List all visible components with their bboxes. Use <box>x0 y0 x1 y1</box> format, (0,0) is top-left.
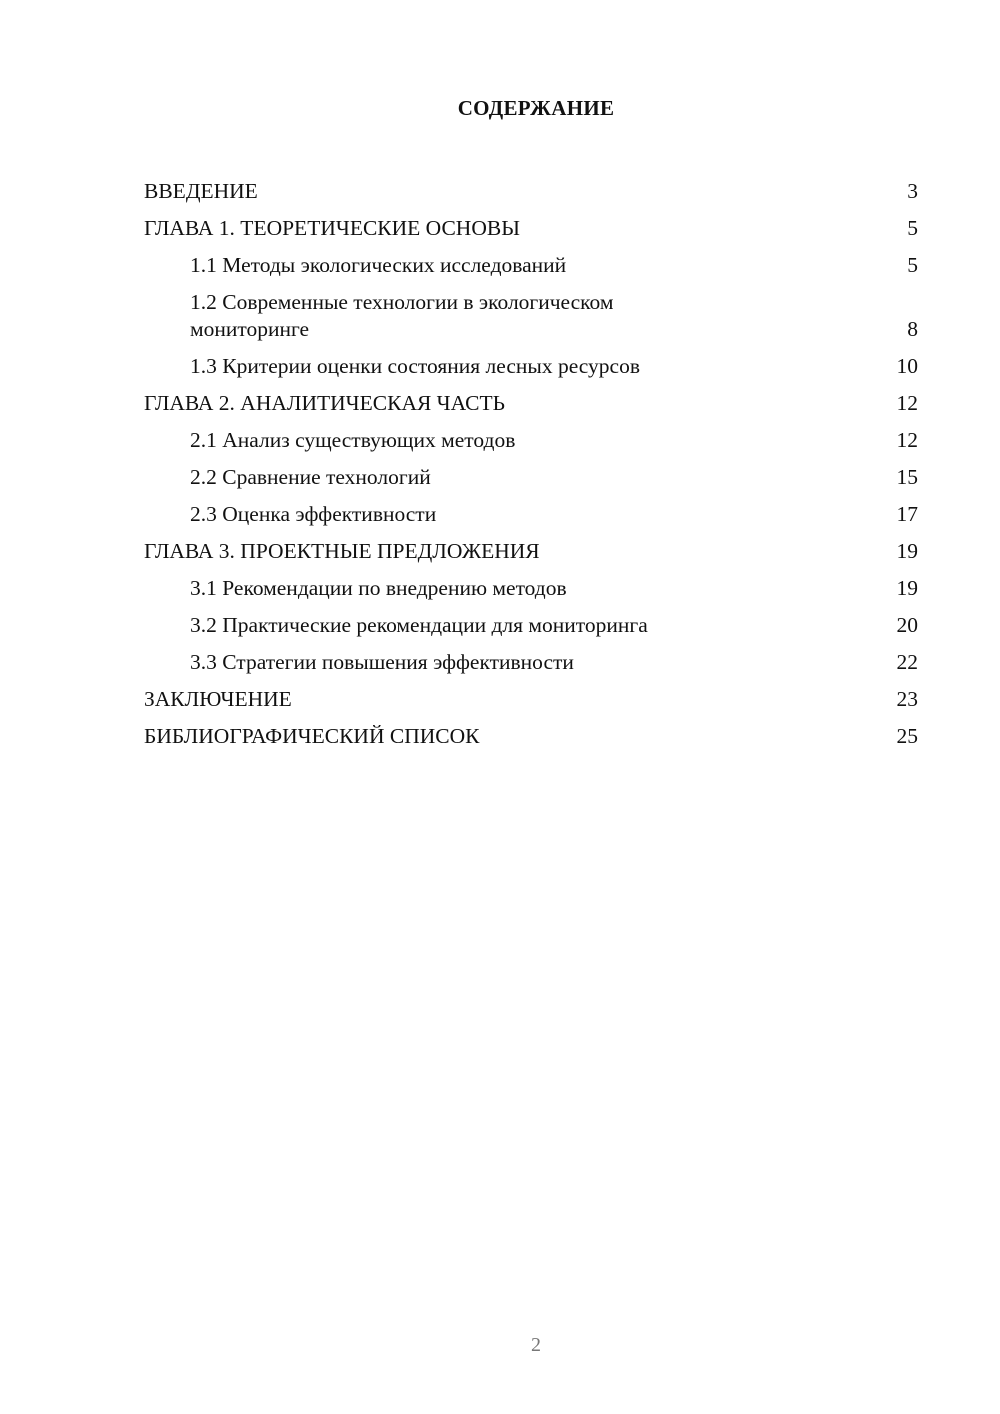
toc-entry-section-3-3 <box>144 641 918 678</box>
toc-entry-section-2-2 <box>144 456 918 493</box>
toc-entry-page: 23 <box>896 687 918 711</box>
toc-entry-label: 1.1 Методы экологических исследований <box>190 253 567 277</box>
toc-entry-label: 3.1 Рекомендации по внедрению методов <box>190 576 567 600</box>
toc-entry-page: 10 <box>896 354 918 378</box>
toc-entry-page: 12 <box>896 391 918 415</box>
toc-entry-page: 12 <box>896 428 918 452</box>
toc-entry-bibliography <box>144 715 918 752</box>
toc-entry-section-3-2 <box>144 604 918 641</box>
toc-entry-label: 1.3 Критерии оценки состояния лесных ресурсов <box>190 354 640 378</box>
toc-entry-label: 1.2 Современные технологии в экологическом мониторинге <box>190 290 614 341</box>
toc-entry-chapter-2 <box>144 382 918 419</box>
toc-entry-conclusion <box>144 678 918 715</box>
toc-entry-section-3-1 <box>144 567 918 604</box>
page-number: 2 <box>531 1334 541 1356</box>
toc-entry-label: 2.2 Сравнение технологий <box>190 465 431 489</box>
toc-entry-section-2-1 <box>144 419 918 456</box>
toc-entry-label: ЗАКЛЮЧЕНИЕ <box>144 687 292 711</box>
toc-entry-label: 3.2 Практические рекомендации для мониторинга <box>190 613 648 637</box>
toc-entry-page: 20 <box>896 613 918 637</box>
toc-entry-page: 22 <box>896 650 918 674</box>
page-title: СОДЕРЖАНИЕ <box>457 96 615 120</box>
toc-entry-page: 5 <box>907 253 918 277</box>
toc-entry-page: 17 <box>896 502 918 526</box>
toc-entry-section-2-3 <box>144 493 918 530</box>
table-of-contents <box>144 170 918 752</box>
toc-entry-page: 15 <box>896 465 918 489</box>
toc-entry-page: 25 <box>896 724 918 748</box>
toc-entry-label: 2.3 Оценка эффективности <box>190 502 437 526</box>
toc-entry-page: 8 <box>907 317 918 341</box>
toc-entry-page: 19 <box>896 576 918 600</box>
toc-entry-label: 3.3 Стратегии повышения эффективности <box>190 650 574 674</box>
toc-entry-label: ГЛАВА 2. АНАЛИТИЧЕСКАЯ ЧАСТЬ <box>144 391 505 415</box>
toc-entry-section-1-3 <box>144 345 918 382</box>
toc-entry-section-1-2 <box>144 281 918 345</box>
toc-entry-introduction <box>144 170 918 207</box>
toc-entry-label: ГЛАВА 3. ПРОЕКТНЫЕ ПРЕДЛОЖЕНИЯ <box>144 539 540 563</box>
toc-entry-page: 3 <box>907 179 918 203</box>
toc-entry-label: 2.1 Анализ существующих методов <box>190 428 516 452</box>
toc-entry-section-1-1 <box>144 244 918 281</box>
toc-entry-chapter-3 <box>144 530 918 567</box>
toc-entry-chapter-1 <box>144 207 918 244</box>
toc-entry-label: ГЛАВА 1. ТЕОРЕТИЧЕСКИЕ ОСНОВЫ <box>144 216 520 240</box>
toc-entry-page: 19 <box>896 539 918 563</box>
toc-entry-page: 5 <box>907 216 918 240</box>
toc-entry-label: ВВЕДЕНИЕ <box>144 179 258 203</box>
toc-entry-label: БИБЛИОГРАФИЧЕСКИЙ СПИСОК <box>144 724 480 748</box>
